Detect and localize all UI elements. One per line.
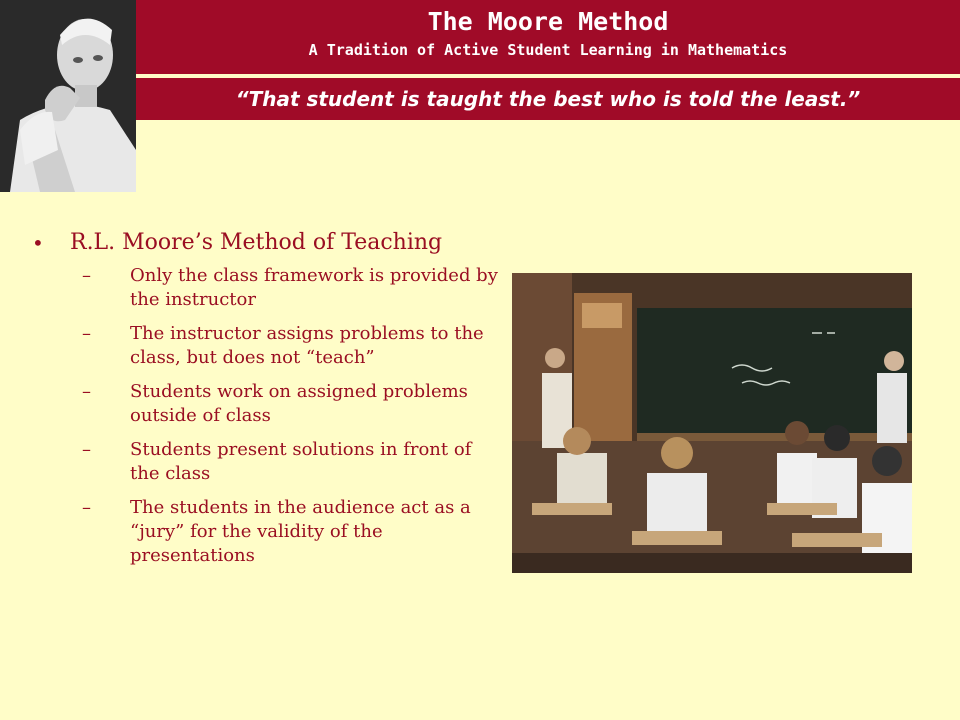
bullet-icon: • — [32, 231, 44, 255]
sub-bullet-item — [32, 496, 502, 568]
portrait-photo — [0, 0, 136, 192]
sub-bullet-text: Students work on assigned problems outside of class — [130, 381, 468, 426]
quote-text: “That student is taught the best who is told the least.” — [235, 87, 861, 111]
sub-bullet-item — [32, 380, 502, 428]
sub-bullet-item — [32, 264, 502, 312]
sub-bullet-text: The students in the audience act as a “jury” for the validity of the presentations — [130, 497, 471, 566]
sub-bullet-text: Students present solutions in front of the class — [130, 439, 472, 484]
main-bullet-text: R.L. Moore’s Method of Teaching — [70, 230, 443, 255]
dash-icon: – — [82, 439, 91, 460]
sub-bullet-list — [32, 264, 502, 568]
classroom-photo — [512, 273, 912, 573]
dash-icon: – — [82, 497, 91, 518]
sub-bullet-text: The instructor assigns problems to the class, but does not “teach” — [130, 323, 484, 368]
title-banner — [136, 0, 960, 74]
dash-icon: – — [82, 381, 91, 402]
dash-icon: – — [82, 323, 91, 344]
quote-banner — [136, 78, 960, 120]
dash-icon: – — [82, 265, 91, 286]
main-bullet — [32, 228, 502, 258]
page-subtitle: A Tradition of Active Student Learning in Mathematics — [308, 41, 788, 59]
sub-bullet-item — [32, 438, 502, 486]
bullet-content — [32, 228, 502, 578]
page-title: The Moore Method — [427, 7, 669, 36]
sub-bullet-text: Only the class framework is provided by the instructor — [130, 265, 498, 310]
sub-bullet-item — [32, 322, 502, 370]
